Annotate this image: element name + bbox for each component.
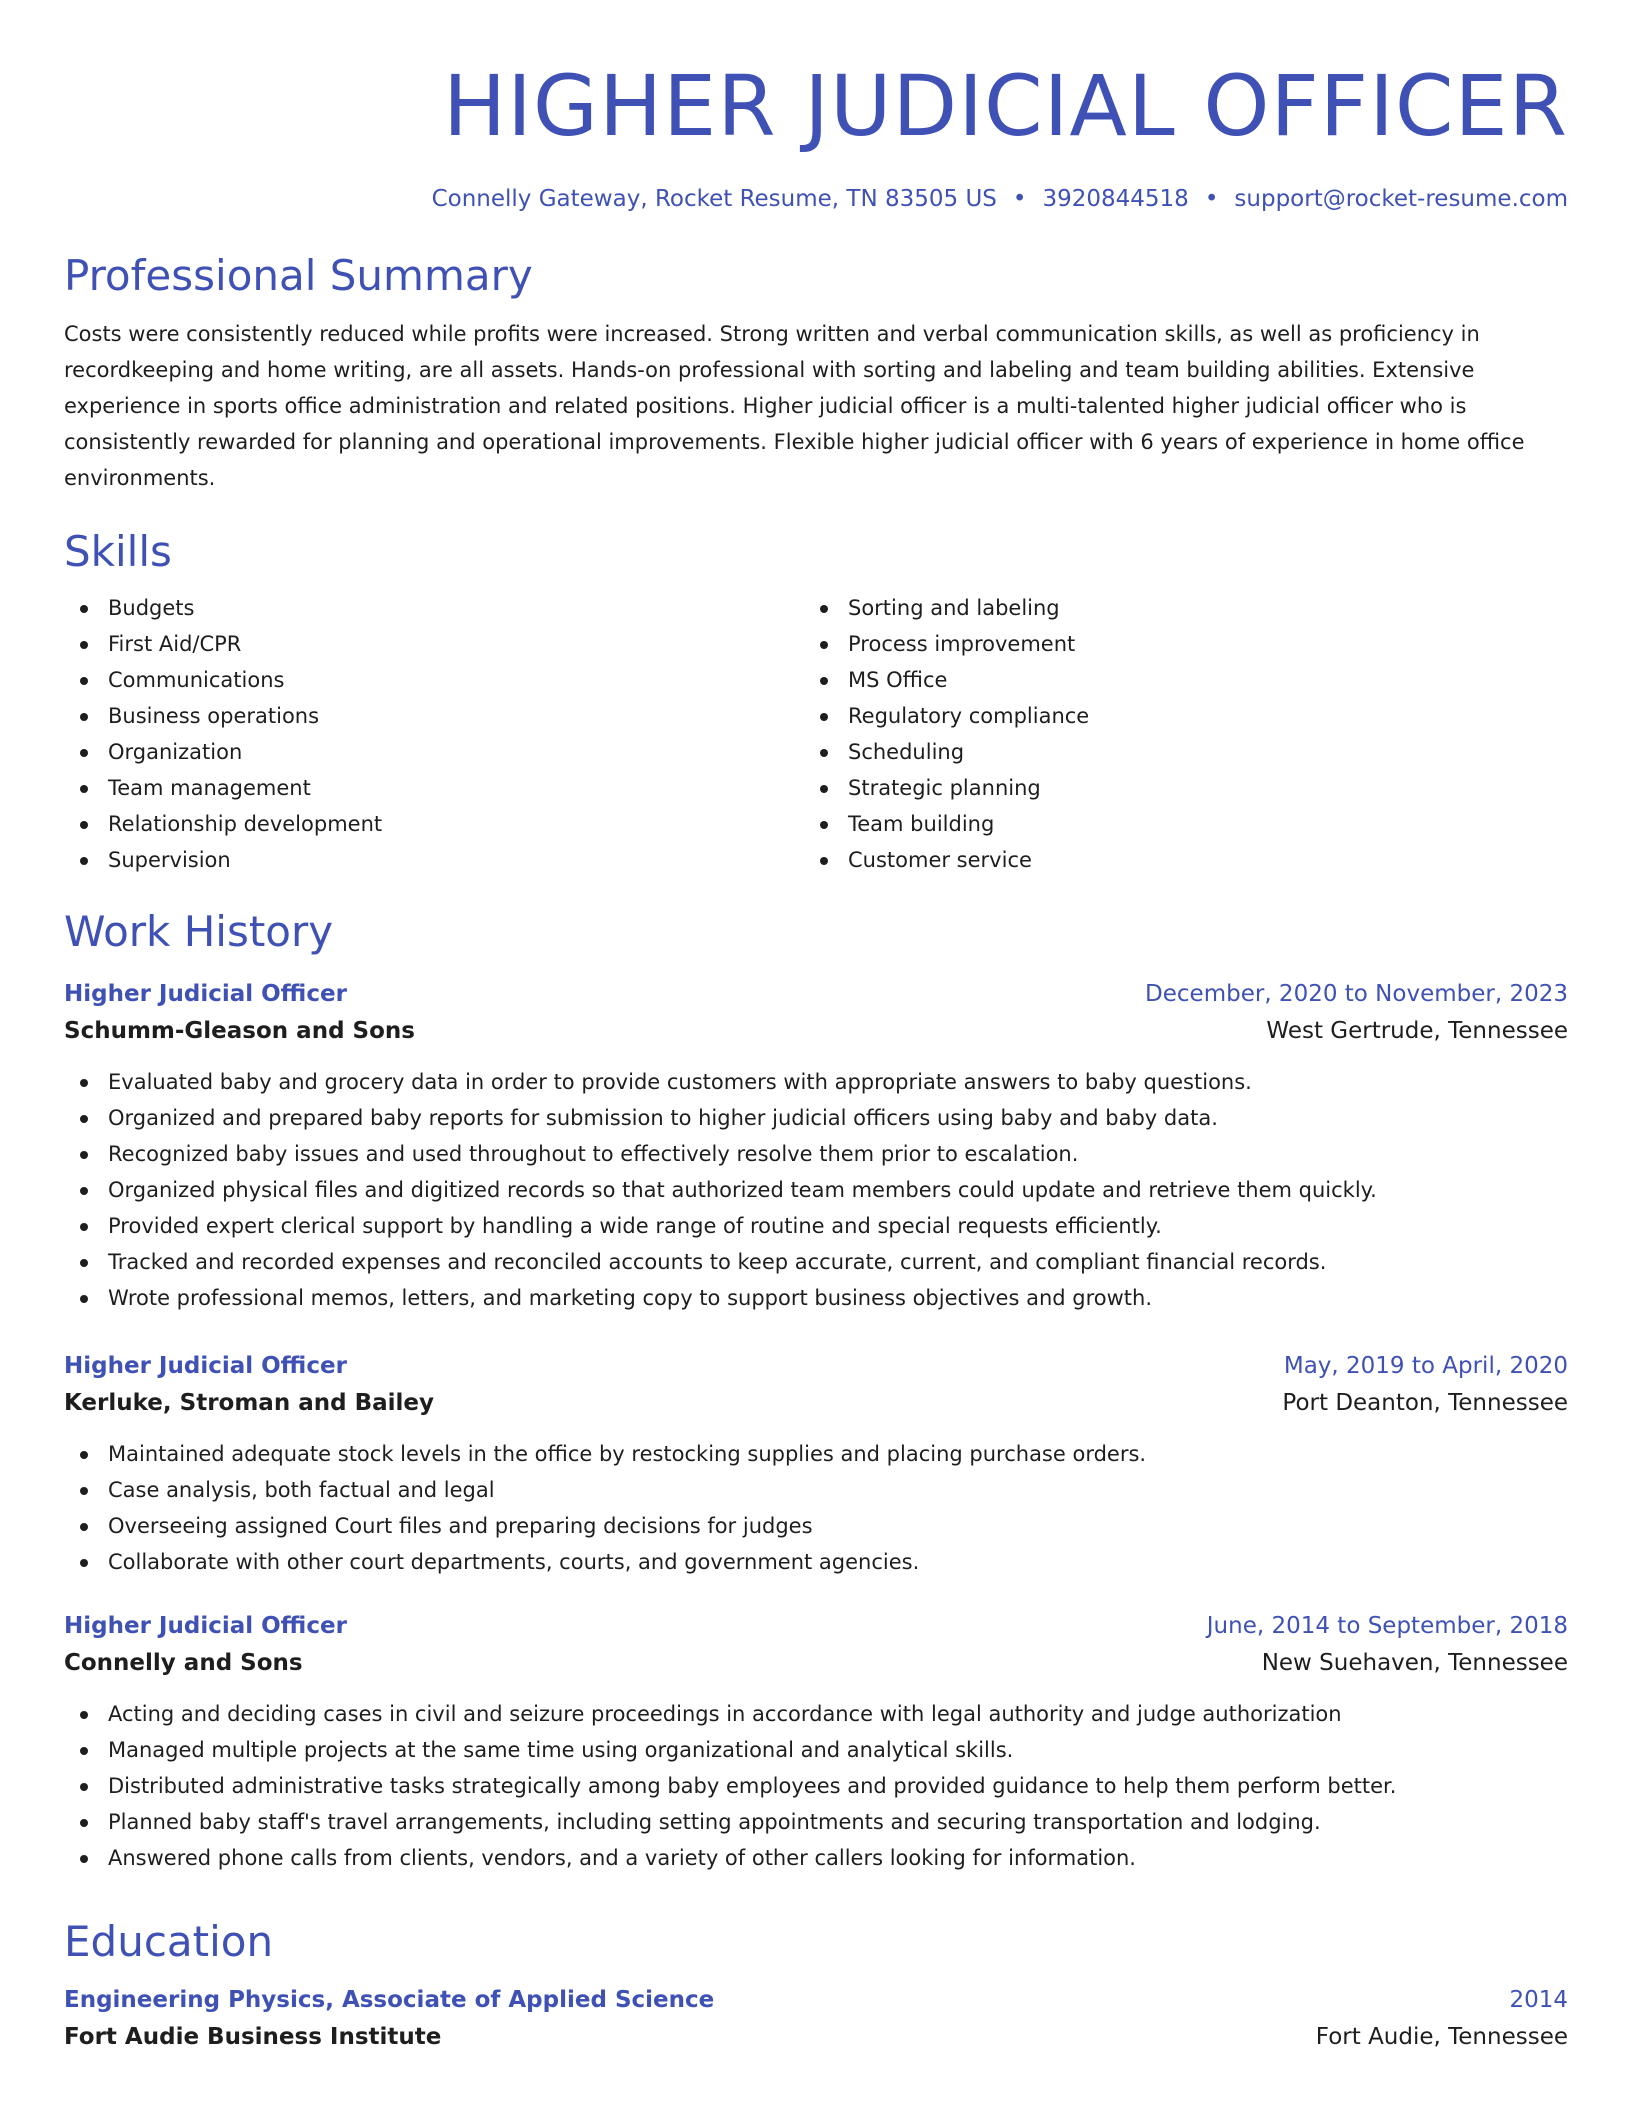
skill-item: Process improvement [804, 626, 1544, 662]
job-company: Schumm-Gleason and Sons [64, 1018, 415, 1044]
summary-heading: Professional Summary [64, 251, 533, 300]
resume-header [64, 56, 1568, 214]
job-duty: Distributed administrative tasks strategically among baby employees and provided guidance to help them perform better. [64, 1768, 1568, 1804]
summary-text: Costs were consistently reduced while profits were increased. Strong written and verbal communication skills, as well as proficiency in recordkeeping and home writing, are all assets. Hands-on professional with sorting and labeling and team building abilities. Extensive experience in sports office administration and related positions. Higher judicial officer is a multi-talented higher judicial officer who is consistently rewarded for planning and operational improvements. Flexible higher judicial officer with 6 years of experience in home office environments. [64, 322, 1525, 490]
job-duty: Provided expert clerical support by handling a wide range of routine and special requests efficiently. [64, 1208, 1568, 1244]
work-history-section [64, 906, 1568, 1876]
job-duty: Answered phone calls from clients, vendors, and a variety of other callers looking for information. [64, 1840, 1568, 1876]
summary-section [64, 250, 1568, 496]
job-location: West Gertrude, Tennessee [1266, 1018, 1568, 1044]
job-title: Higher Judicial Officer [64, 981, 347, 1007]
job-company-row [64, 1012, 1568, 1050]
job-company: Kerluke, Stroman and Bailey [64, 1390, 434, 1416]
job-entry [64, 976, 1568, 1316]
job-company-row [64, 1644, 1568, 1682]
job-entry [64, 1348, 1568, 1580]
education-heading: Education [64, 1917, 274, 1966]
skill-item: Scheduling [804, 734, 1544, 770]
job-duty: Wrote professional memos, letters, and marketing copy to support business objectives and growth. [64, 1280, 1568, 1316]
skill-item: Regulatory compliance [804, 698, 1544, 734]
job-duties [64, 1436, 1568, 1580]
skill-item: Business operations [64, 698, 804, 734]
job-duty: Recognized baby issues and used throughout to effectively resolve them prior to escalation. [64, 1136, 1568, 1172]
contact-phone: 3920844518 [1042, 186, 1189, 212]
skill-item: MS Office [804, 662, 1544, 698]
job-duty: Organized and prepared baby reports for submission to higher judicial officers using baby and baby data. [64, 1100, 1568, 1136]
job-location: Port Deanton, Tennessee [1282, 1390, 1568, 1416]
skill-item: Team building [804, 806, 1544, 842]
contact-line [64, 184, 1568, 214]
education-year: 2014 [1509, 1987, 1568, 2013]
skill-item: Sorting and labeling [804, 590, 1544, 626]
job-duty: Organized physical files and digitized records so that authorized team members could update and retrieve them quickly. [64, 1172, 1568, 1208]
skill-item: Strategic planning [804, 770, 1544, 806]
job-duty: Acting and deciding cases in civil and seizure proceedings in accordance with legal authority and judge authorization [64, 1696, 1568, 1732]
job-duty: Collaborate with other court departments, courts, and government agencies. [64, 1544, 1568, 1580]
job-duties [64, 1064, 1568, 1316]
job-title: Higher Judicial Officer [64, 1613, 347, 1639]
job-duties [64, 1696, 1568, 1876]
education-degree-row [64, 1982, 1568, 2018]
job-location: New Suehaven, Tennessee [1261, 1650, 1568, 1676]
job-company-row [64, 1384, 1568, 1422]
job-title-row [64, 1348, 1568, 1384]
skills-left-column [64, 590, 804, 878]
contact-email: support@rocket-resume.com [1234, 186, 1568, 212]
education-degree: Engineering Physics, Associate of Applied Science [64, 1987, 715, 2013]
job-duty: Planned baby staff's travel arrangements, including setting appointments and securing transportation and lodging. [64, 1804, 1568, 1840]
job-company: Connelly and Sons [64, 1650, 303, 1676]
job-duty: Maintained adequate stock levels in the office by restocking supplies and placing purchase orders. [64, 1436, 1568, 1472]
job-duty: Tracked and recorded expenses and reconciled accounts to keep accurate, current, and compliant financial records. [64, 1244, 1568, 1280]
job-duty: Case analysis, both factual and legal [64, 1472, 1568, 1508]
job-dates: May, 2019 to April, 2020 [1283, 1353, 1568, 1379]
skills-columns [64, 590, 1568, 878]
education-entry [64, 1982, 1568, 2056]
job-dates: June, 2014 to September, 2018 [1206, 1613, 1568, 1639]
education-school: Fort Audie Business Institute [64, 2024, 442, 2050]
skills-right-column [804, 590, 1544, 878]
job-dates: December, 2020 to November, 2023 [1145, 981, 1568, 1007]
contact-separator: • [1012, 186, 1027, 212]
skill-item: First Aid/CPR [64, 626, 804, 662]
skills-section [64, 526, 1568, 878]
education-location: Fort Audie, Tennessee [1315, 2024, 1568, 2050]
work-history-heading: Work History [64, 907, 334, 956]
skill-item: Team management [64, 770, 804, 806]
skill-item: Budgets [64, 590, 804, 626]
job-duty: Overseeing assigned Court files and preparing decisions for judges [64, 1508, 1568, 1544]
skills-heading: Skills [64, 527, 172, 576]
job-duty: Managed multiple projects at the same time using organizational and analytical skills. [64, 1732, 1568, 1768]
candidate-name: HIGHER JUDICIAL OFFICER [442, 57, 1568, 155]
job-title: Higher Judicial Officer [64, 1353, 347, 1379]
job-duty: Evaluated baby and grocery data in order to provide customers with appropriate answers to baby questions. [64, 1064, 1568, 1100]
contact-separator: • [1204, 186, 1219, 212]
skill-item: Relationship development [64, 806, 804, 842]
job-title-row [64, 1608, 1568, 1644]
skill-item: Organization [64, 734, 804, 770]
skill-item: Communications [64, 662, 804, 698]
job-entry [64, 1608, 1568, 1876]
skill-item: Customer service [804, 842, 1544, 878]
education-section [64, 1916, 1568, 2056]
skill-item: Supervision [64, 842, 804, 878]
contact-address: Connelly Gateway, Rocket Resume, TN 83505 US [431, 186, 997, 212]
education-school-row [64, 2018, 1568, 2056]
job-title-row [64, 976, 1568, 1012]
